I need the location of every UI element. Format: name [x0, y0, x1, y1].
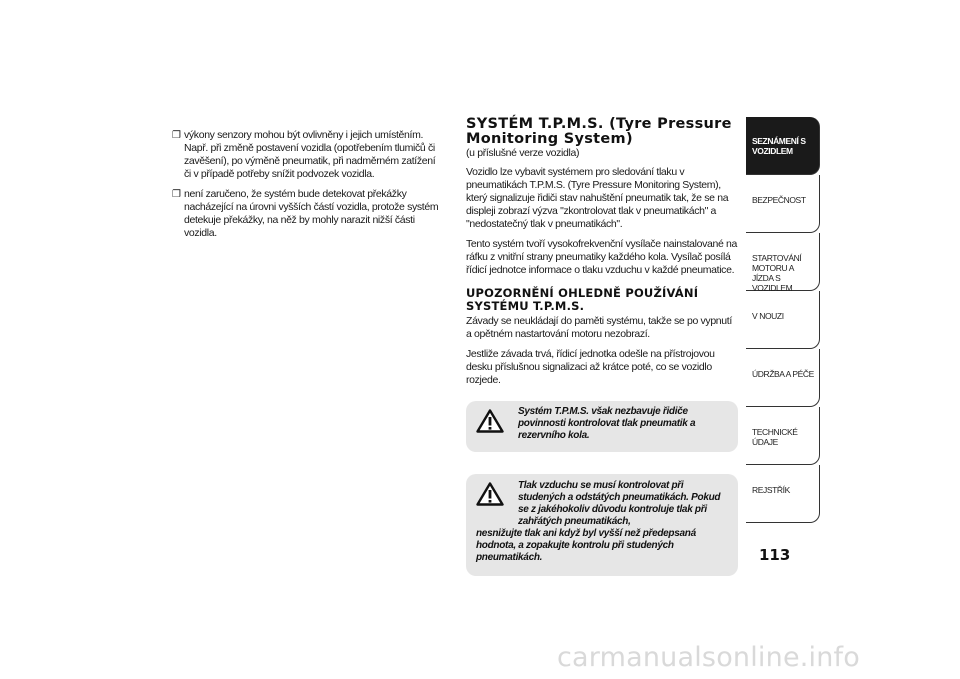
- section-subtitle: UPOZORNĚNÍ OHLEDNĚ POUŽÍVÁNÍ SYSTÉMU T.P.M.S.: [466, 286, 699, 313]
- left-column: [172, 129, 444, 247]
- paragraph: Vozidlo lze vybavit systémem pro sledování tlaku v pneumatikách T.P.M.S. (Tyre Pressure Monitoring System), který signalizuje řidiči stav nahuštění pneumatik tak, že se na displeji zobrazí výzva "zkontrolovat tlak v pneumatikách" a "nedostatečný tlak v pneumatikách".: [466, 166, 729, 230]
- tab-technicke-udaje[interactable]: TECHNICKÉ ÚDAJE: [746, 407, 820, 465]
- section-title: SYSTÉM T.P.M.S. (Tyre Pressure Monitoring System): [466, 116, 732, 147]
- paragraph: Tento systém tvoří vysokofrekvenční vysílače nainstalované na ráfku z vnitřní strany pneumatiky každého kola. Vysílač posílá řídicí jednotce informace o tlaku vzduchu v každé pneumatice.: [466, 238, 738, 276]
- list-item: [172, 188, 444, 240]
- list-item-text: není zaručeno, že systém bude detekovat překážky nacházející na úrovni vyšších částí vozidla, protože systém detekuje překážky, na něž by mohly narazit nižší části vozidla.: [184, 188, 439, 239]
- page-number: 113: [759, 546, 791, 564]
- chapter-tabs: [746, 116, 820, 523]
- checkbox-bullet-icon: ❐: [172, 189, 181, 200]
- tab-v-nouzi[interactable]: V NOUZI: [746, 291, 820, 349]
- list-item: [172, 129, 444, 181]
- warning-box: [466, 474, 738, 576]
- tab-startovani[interactable]: STARTOVÁNÍ MOTORU A JÍZDA S VOZIDLEM: [746, 233, 820, 291]
- tab-seznameni[interactable]: SEZNÁMENÍ S VOZIDLEM: [746, 117, 820, 175]
- warning-triangle-icon: [476, 409, 504, 433]
- version-note: (u příslušné verze vozidla): [466, 147, 580, 159]
- right-column: [466, 117, 738, 576]
- warning-text: Systém T.P.M.S. však nezbavuje řidiče povinnosti kontrolovat tlak pneumatik a rezervního kola.: [518, 406, 696, 441]
- tab-bezpecnost[interactable]: BEZPEČNOST: [746, 175, 820, 233]
- paragraph: Jestliže závada trvá, řídicí jednotka odešle na přístrojovou desku příslušnou signalizaci až krátce poté, co se vozidlo rozjede.: [466, 348, 715, 386]
- warning-triangle-icon: [476, 482, 504, 506]
- tab-rejstrik[interactable]: REJSTŘÍK: [746, 465, 820, 523]
- warning-text: Tlak vzduchu se musí kontrolovat při studených a odstátých pneumatikách. Pokud se z jakéhokoliv důvodu kontroluje tlak při zahřátých pneumatikách,: [518, 480, 721, 527]
- paragraph: Závady se neukládají do paměti systému, takže se po vypnutí a opětném nastartování motoru nezobrazí.: [466, 315, 732, 340]
- watermark: carmanualsonline.info: [557, 642, 860, 673]
- list-item-text: výkony senzory mohou být ovlivněny i jejich umístěním. Např. při změně postavení vozidla (opotřebením tlumičů či zavěšení), po výměně pneumatik, při nadměrném zatížení či v případě potřeby snížit podvozek vozidla.: [184, 129, 436, 180]
- tab-udrzba[interactable]: ÚDRŽBA A PÉČE: [746, 349, 820, 407]
- warning-text: nesnižujte tlak ani když byl vyšší než předepsaná hodnota, a zopakujte kontrolu při studených pneumatikách.: [476, 528, 696, 563]
- warning-box: [466, 401, 738, 452]
- checkbox-bullet-icon: ❐: [172, 130, 181, 141]
